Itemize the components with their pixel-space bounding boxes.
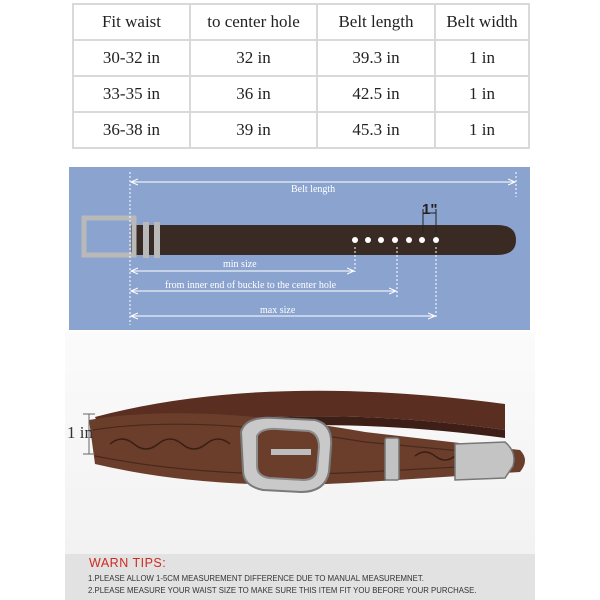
belt-measurement-diagram xyxy=(69,167,530,330)
cell-belt-length: 42.5 in xyxy=(317,76,435,112)
cell-center-hole: 36 in xyxy=(190,76,317,112)
header-center-hole: to center hole xyxy=(190,4,317,40)
cell-center-hole: 32 in xyxy=(190,40,317,76)
table-header-row xyxy=(73,4,529,40)
header-belt-length: Belt length xyxy=(317,4,435,40)
warning-line: 2.PLEASE MEASURE YOUR WAIST SIZE TO MAKE SURE THIS ITEM FIT YOU BEFORE YOUR PURCHASE. xyxy=(88,586,477,595)
warning-line: 1.PLEASE ALLOW 1-5CM MEASUREMENT DIFFERENCE DUE TO MANUAL MEASUREMNET. xyxy=(88,574,424,583)
table-row xyxy=(73,112,529,148)
cell-center-hole: 39 in xyxy=(190,112,317,148)
buckle-shape xyxy=(84,218,134,255)
warning-title: WARN TIPS: xyxy=(89,556,167,570)
size-chart-table xyxy=(72,3,530,149)
min-size-label: min size xyxy=(223,259,257,270)
belt-length-label: Belt length xyxy=(291,184,336,195)
cell-belt-length: 45.3 in xyxy=(317,112,435,148)
cell-belt-width: 1 in xyxy=(435,40,529,76)
cell-belt-length: 39.3 in xyxy=(317,40,435,76)
silver-buckle xyxy=(241,418,331,492)
hole-spacing-label: 1" xyxy=(422,201,438,218)
warning-tips-box xyxy=(65,554,535,600)
cell-fit-waist: 33-35 in xyxy=(73,76,190,112)
belt-product-photo xyxy=(65,332,535,554)
max-size-label: max size xyxy=(260,305,296,316)
belt-photo-graphic xyxy=(65,332,535,554)
header-belt-width: Belt width xyxy=(435,4,529,40)
belt-strap-shape xyxy=(131,225,516,255)
belt-tip xyxy=(455,442,514,480)
header-fit-waist: Fit waist xyxy=(73,4,190,40)
cell-fit-waist: 30-32 in xyxy=(73,40,190,76)
table-row xyxy=(73,76,529,112)
center-hole-label: from inner end of buckle to the center hole xyxy=(165,280,337,291)
cell-belt-width: 1 in xyxy=(435,112,529,148)
belt-width-label: 1 in xyxy=(67,423,93,442)
table-row xyxy=(73,40,529,76)
belt-keeper xyxy=(385,438,399,480)
cell-fit-waist: 36-38 in xyxy=(73,112,190,148)
cell-belt-width: 1 in xyxy=(435,76,529,112)
